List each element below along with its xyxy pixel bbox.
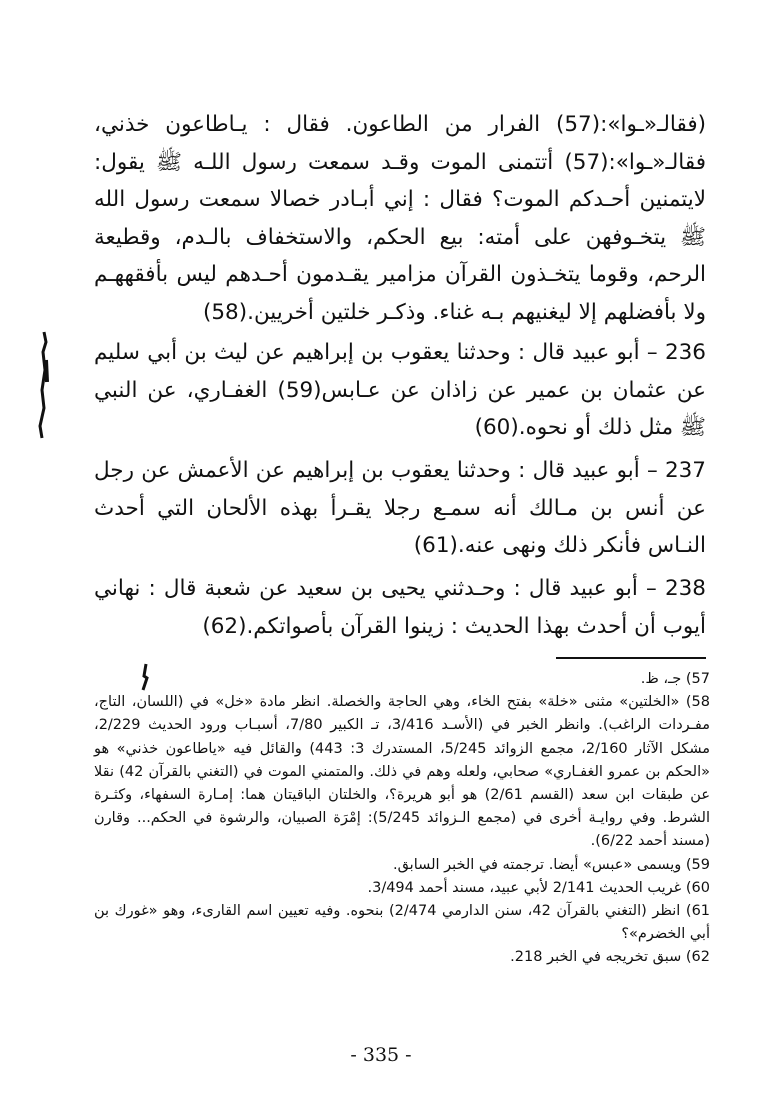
page-number: - 335 - xyxy=(350,1044,412,1066)
footnote-separator xyxy=(556,657,706,659)
footnote-60: 60) غريب الحديث 2/141 لأبي عبيد، مسند أحمد 3/494. xyxy=(367,879,710,896)
body-paragraph-4 xyxy=(94,570,706,645)
footnotes xyxy=(94,668,710,970)
body-paragraph-3 xyxy=(94,452,706,565)
paragraph-4-text: 238 – أبو عبيد قال : وحـدثني يحيى بن سعيد عن شعبة قال : نهاني أيوب أن أحدث بهذا الحديث : زينوا القرآن بأصواتكم.(62) xyxy=(94,576,706,639)
body-paragraph-2 xyxy=(94,334,706,447)
footnote-58: 58) «الخلتين» مثنى «خلة» بفتح الخاء، وهي الحاجة والخصلة. انظر مادة «خل» في (اللسان، التاج، مفـردات الراغب). وانظر الخبر في (الأسـد 3/416، تـ الكبير 7/80، أسبـاب ورود الحديث 2/229، مشكل الآثار 2/160، مجمع الزوائد 5/245، المستدرك 3: 443) والقائل فيه «ياطاعون خذني» هو «الحكم بن عمرو الغفـاري» صحابي، ولعله وهم في ذلك. والمتمني الموت في (التغني بالقرآن 42) نقلا عن طبقات ابن سعد (القسم 2/61) هو أبو هريرة؟، والخلتان الباقيتان هما: إمـارة السفهاء، وكثـرة الشرط. وفي روايـة أخرى في (مجمع الـزوائد 5/245): إمْرَة الصبيان، والرشوة في الحكم... وقارن (مسند أحمد 6/22). xyxy=(94,694,711,850)
body-paragraph-1 xyxy=(94,106,706,331)
footnote-59: 59) ويسمى «عبس» أيضا. ترجمته في الخبر السابق. xyxy=(392,856,710,873)
paragraph-2-text: 236 – أبو عبيد قال : وحدثنا يعقوب بن إبراهيم عن ليث بن أبي سليم عن عثمان بن عمير عن زاذان عن عـابس(59) الغفـاري، عن النبي ﷺ مثل ذلك أو نحوه.(60) xyxy=(94,340,707,440)
paragraph-3-text: 237 – أبو عبيد قال : وحدثنا يعقوب بن إبراهيم عن الأعمش عن رجل عن أنس بن مـالك أنه سمـع رجلا يقـرأ بهذه الألحان التي أحدث النـاس فأنكر ذلك ونهى عنه.(61) xyxy=(94,458,706,558)
margin-ink-mark-icon xyxy=(30,330,54,440)
footnote-61: 61) انظر (التغني بالقرآن 42، سنن الدارمي 2/474) بنحوه. وفيه تعيين اسم القارىء، وهو «غورك بن أبي الخضرم»؟ xyxy=(94,903,711,943)
footnote-62: 62) سبق تخريجه في الخبر 218. xyxy=(510,949,710,966)
footnote-57: 57) جـ، ظ. xyxy=(640,671,710,687)
paragraph-1-text: (فقالـ«ـوا»:(57) الفرار من الطاعون. فقال : يـاطاعون خذني، فقالـ«ـوا»:(57) أتتمنى الموت وقـد سمعت رسول اللـه ﷺ يقول: لايتمنين أحـدكم الموت؟ فقال : إني أبـادر خصالا سمعت رسول الله ﷺ يتخـوفهن على أمته: بيع الحكم، والاستخفاف بالـدم، وقطيعة الرحم، وقوما يتخـذون القرآن مزامير يقـدمون أحـدهم ليس بأفقههـم ولا بأفضلهم إلا ليغنيهم بـه غناء. وذكـر خلتين أخريين.(58) xyxy=(94,112,706,325)
